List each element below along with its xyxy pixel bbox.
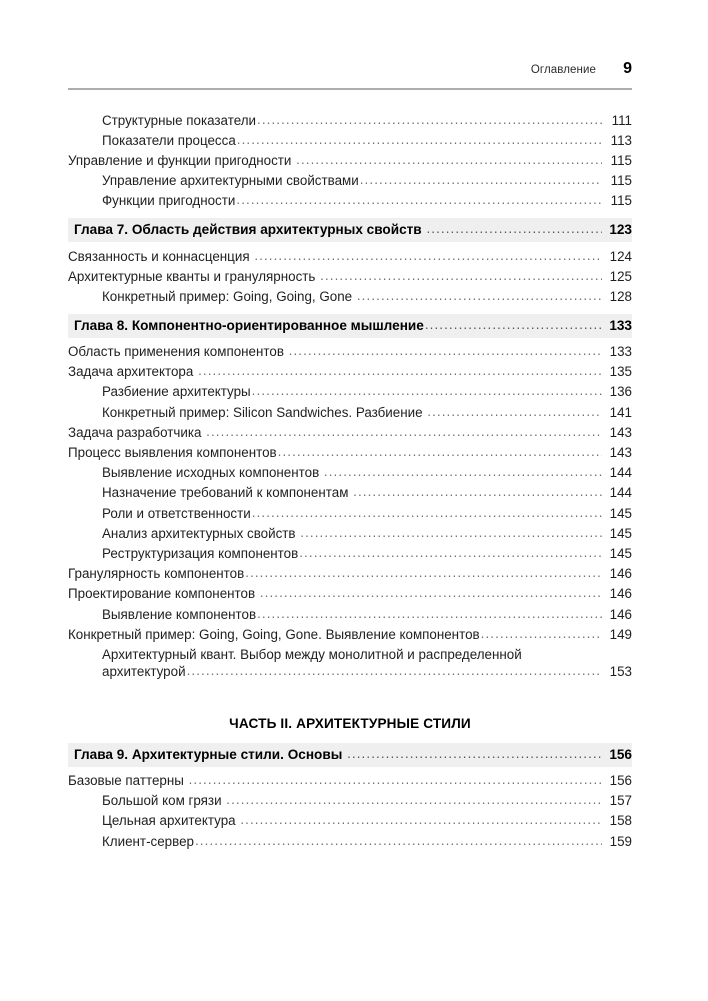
- toc-entry-label: Задача разработчика: [68, 424, 206, 440]
- toc-entry-page: 158: [609, 813, 632, 829]
- toc-entry-page: 156: [609, 773, 632, 789]
- toc-chapter-entry[interactable]: [68, 218, 632, 242]
- table-of-contents: [68, 110, 632, 851]
- dot-leader: [481, 627, 602, 640]
- dot-leader: [257, 113, 602, 126]
- toc-entry-page: 113: [610, 132, 632, 148]
- dot-leader: [187, 664, 602, 677]
- dot-leader: [245, 566, 602, 579]
- toc-entry-page: 149: [609, 626, 632, 642]
- toc-entry[interactable]: [68, 130, 632, 150]
- toc-entry[interactable]: [68, 110, 632, 130]
- running-header: [68, 60, 632, 78]
- dot-leader: [254, 249, 602, 262]
- dot-leader: [195, 834, 602, 847]
- dot-leader: [252, 384, 602, 397]
- toc-entry-page: 115: [610, 173, 632, 189]
- toc-entry[interactable]: [68, 771, 632, 791]
- toc-entry-label: Функции пригодности: [102, 193, 236, 209]
- toc-entry-label: Область применения компонентов: [68, 344, 288, 360]
- toc-entry[interactable]: [68, 644, 632, 681]
- dot-leader: [427, 405, 602, 418]
- toc-entry[interactable]: [68, 463, 632, 483]
- dot-leader: [226, 793, 602, 806]
- toc-entry-label: Назначение требований к компонентам: [102, 485, 353, 501]
- dot-leader: [189, 773, 602, 786]
- toc-entry-label: Клиент-сервер: [102, 833, 194, 849]
- toc-entry-label: Базовые паттерны: [68, 773, 188, 789]
- toc-entry-label: Архитектурные кванты и гранулярность: [68, 268, 320, 284]
- toc-entry[interactable]: [68, 422, 632, 442]
- toc-entry-page: 157: [609, 793, 632, 809]
- toc-entry[interactable]: [68, 266, 632, 286]
- dot-leader: [198, 364, 602, 377]
- toc-entry[interactable]: [68, 624, 632, 644]
- toc-entry-page: 146: [609, 566, 632, 582]
- toc-entry-label: Конкретный пример: Going, Going, Gone. Выявление компонентов: [68, 626, 480, 642]
- dot-leader: [206, 425, 602, 438]
- dot-leader: [299, 546, 602, 559]
- toc-entry-label: Конкретный пример: Going, Going, Gone: [102, 288, 356, 304]
- toc-entry-page: 145: [609, 545, 632, 561]
- toc-entry-page: 111: [611, 112, 632, 128]
- toc-entry[interactable]: [68, 503, 632, 523]
- toc-entry[interactable]: [68, 382, 632, 402]
- toc-entry-page: 144: [609, 465, 632, 481]
- toc-entry-label: Разбиение архитектуры: [102, 384, 251, 400]
- dot-leader: [296, 153, 602, 166]
- toc-entry-label-continued: архитектурой: [102, 663, 186, 679]
- dot-leader: [426, 222, 602, 235]
- toc-entry[interactable]: [68, 286, 632, 306]
- dot-leader: [300, 526, 602, 539]
- toc-entry[interactable]: [68, 402, 632, 422]
- toc-chapter-label: Глава 8. Компонентно-ориентированное мышление: [74, 318, 424, 333]
- toc-entry-label: Задача архитектора: [68, 364, 198, 380]
- toc-entry-page: 143: [609, 445, 632, 461]
- toc-entry[interactable]: [68, 604, 632, 624]
- toc-entry-page: 128: [609, 288, 632, 304]
- dot-leader: [237, 133, 602, 146]
- toc-entry-label: Анализ архитектурных свойств: [102, 525, 300, 541]
- toc-entry-page: 141: [609, 404, 632, 420]
- toc-entry[interactable]: [68, 483, 632, 503]
- toc-entry-page: 133: [609, 344, 632, 360]
- toc-entry-page: 153: [609, 663, 632, 679]
- toc-entry-page: 115: [610, 193, 632, 209]
- toc-entry[interactable]: [68, 150, 632, 170]
- toc-entry-label: Показатели процесса: [102, 132, 236, 148]
- toc-entry-page: 159: [609, 833, 632, 849]
- toc-entry[interactable]: [68, 191, 632, 211]
- dot-leader: [324, 465, 602, 478]
- toc-entry-label: Конкретный пример: Silicon Sandwiches. Разбиение: [102, 404, 427, 420]
- toc-entry-label: Управление архитектурными свойствами: [102, 173, 359, 189]
- dot-leader: [347, 747, 602, 760]
- toc-entry-label: Проектирование компонентов: [68, 586, 259, 602]
- header-divider-rule: [68, 88, 632, 90]
- toc-entry[interactable]: [68, 342, 632, 362]
- toc-entry-page: 136: [609, 384, 632, 400]
- toc-entry-label: Большой ком грязи: [102, 793, 226, 809]
- running-header-title: Оглавление: [530, 64, 596, 76]
- toc-entry[interactable]: [68, 564, 632, 584]
- dot-leader: [289, 344, 602, 357]
- toc-entry[interactable]: [68, 362, 632, 382]
- toc-chapter-entry[interactable]: [68, 743, 632, 767]
- toc-entry[interactable]: [68, 171, 632, 191]
- toc-chapter-page: 133: [609, 318, 632, 333]
- toc-chapter-label: Глава 7. Область действия архитектурных свойств: [74, 222, 426, 238]
- dot-leader: [278, 445, 602, 458]
- toc-entry-page: 145: [609, 525, 632, 541]
- toc-entry-page: 115: [610, 152, 632, 168]
- toc-chapter-entry[interactable]: [68, 314, 632, 338]
- toc-entry-page: 144: [609, 485, 632, 501]
- toc-entry-page: 146: [609, 606, 632, 622]
- toc-entry-label: Роли и ответственности: [102, 505, 251, 521]
- toc-entry-label: Гранулярность компонентов: [68, 566, 245, 582]
- toc-entry-page: 125: [609, 268, 632, 284]
- toc-entry-label: Процесс выявления компонентов: [68, 445, 277, 461]
- toc-entry[interactable]: [68, 543, 632, 563]
- toc-entry-page: 146: [609, 586, 632, 602]
- toc-entry-label: Связанность и коннасценция: [68, 248, 254, 264]
- dot-leader: [360, 173, 602, 186]
- toc-entry[interactable]: [68, 442, 632, 462]
- toc-entry[interactable]: [68, 831, 632, 851]
- dot-leader: [320, 269, 602, 282]
- toc-entry[interactable]: [68, 811, 632, 831]
- dot-leader: [257, 607, 602, 620]
- toc-entry-label: Структурные показатели: [102, 112, 256, 128]
- toc-entry-label: Реструктуризация компонентов: [102, 545, 299, 561]
- toc-entry[interactable]: [68, 791, 632, 811]
- toc-entry-label: Архитектурный квант. Выбор между монолитной и распределенной: [102, 646, 522, 662]
- toc-entry-label: Управление и функции пригодности: [68, 152, 296, 168]
- toc-entry-label: Выявление исходных компонентов: [102, 465, 323, 481]
- toc-entry-label: Цельная архитектура: [102, 813, 240, 829]
- dot-leader: [236, 193, 602, 206]
- toc-entry-page: 124: [609, 248, 632, 264]
- toc-entry[interactable]: [68, 246, 632, 266]
- toc-entry-page: 135: [609, 364, 632, 380]
- toc-entry-page: 143: [609, 424, 632, 440]
- toc-entry[interactable]: [68, 523, 632, 543]
- dot-leader: [252, 506, 602, 519]
- toc-entry-page: 145: [609, 505, 632, 521]
- toc-chapter-page: 156: [609, 747, 632, 762]
- dot-leader: [353, 485, 602, 498]
- dot-leader: [260, 586, 602, 599]
- part-title: ЧАСТЬ II. АРХИТЕКТУРНЫЕ СТИЛИ: [229, 715, 471, 731]
- dot-leader: [240, 813, 602, 826]
- toc-chapter-label: Глава 9. Архитектурные стили. Основы: [74, 747, 347, 762]
- toc-entry[interactable]: [68, 584, 632, 604]
- toc-entry-label: Выявление компонентов: [102, 606, 257, 622]
- dot-leader: [357, 289, 602, 302]
- toc-chapter-page: 123: [609, 222, 632, 238]
- page-number: 9: [623, 60, 632, 77]
- dot-leader: [425, 318, 602, 331]
